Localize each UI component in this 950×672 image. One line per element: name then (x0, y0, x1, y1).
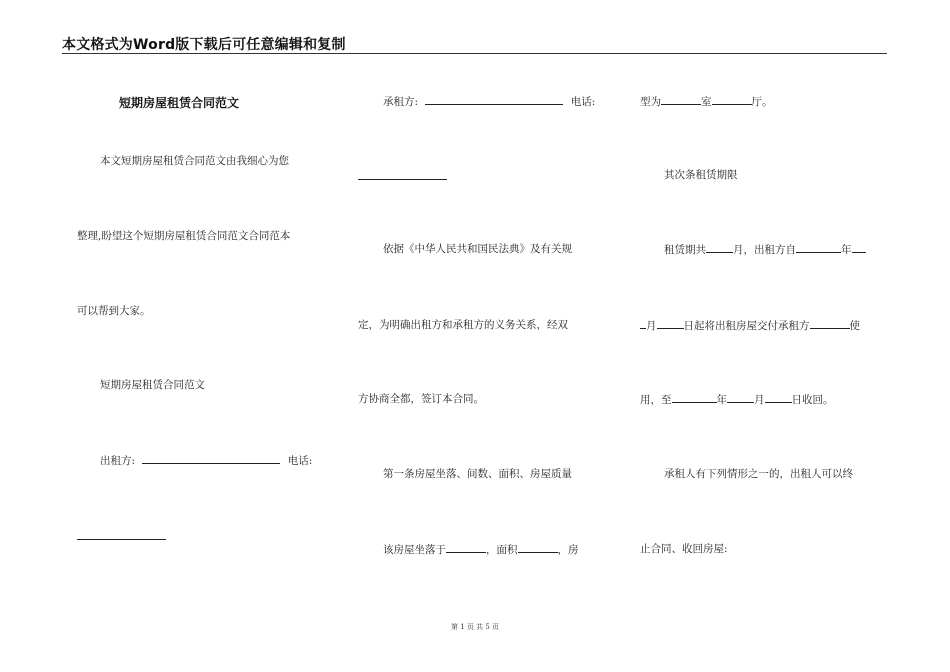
termination-line: 承租人有下列情形之一的，出租人可以终 (664, 468, 853, 480)
area-blank (518, 542, 558, 553)
use-label: 使 (849, 320, 860, 332)
col1-subtitle: 短期房屋租赁合同范文 (100, 379, 205, 391)
lease-term-label: 租赁期共 (664, 244, 706, 256)
lessor-phone-blank (77, 539, 166, 540)
col1-paragraph-line: 本文短期房屋租赁合同范文由我细心为您 (100, 155, 289, 167)
lessor-name-blank (142, 453, 280, 464)
lessee-name-blank (425, 94, 563, 105)
location-label: 该房屋坐落于 (383, 544, 446, 556)
location-line (383, 542, 579, 557)
lease-term-line (664, 242, 866, 257)
house-type-prefix: 型为 (640, 96, 661, 108)
clause-1-heading: 第一条房屋坐落、间数、面积、房屋质量 (383, 468, 572, 480)
col2-paragraph-line: 依据《中华人民共和国民法典》及有关规 (383, 243, 572, 255)
lessee-line (383, 94, 595, 109)
end-date-line (640, 392, 834, 407)
delivery-label: 日起将出租房屋交付承租方 (683, 320, 810, 332)
end-date-label: 用，至 (640, 394, 672, 406)
year-label: 年 (841, 244, 852, 256)
end-month-label: 月 (754, 394, 765, 406)
lessor-label: 出租方: (100, 455, 136, 467)
header-divider (62, 53, 887, 54)
months-blank (706, 242, 733, 253)
delivery-line (640, 318, 860, 333)
start-year-blank (796, 242, 841, 253)
header-title: 本文格式为Word版下载后可任意编辑和复制 (62, 37, 346, 53)
rooms-label: 室 (701, 96, 712, 108)
end-day-blank (765, 392, 792, 403)
lessee-label: 承租方: (383, 96, 419, 108)
rooms-blank (661, 94, 701, 105)
col2-paragraph-line: 方协商全都，签订本合同。 (358, 393, 484, 405)
document-title: 短期房屋租赁合同范文 (119, 96, 240, 110)
col1-paragraph-line: 可以帮到大家。 (77, 305, 151, 317)
end-month-blank (727, 392, 754, 403)
halls-label: 厅。 (751, 96, 773, 108)
lessor-line (100, 453, 312, 468)
lessee-phone-blank (358, 179, 447, 180)
use-blank (810, 318, 850, 329)
start-label: 月，出租方自 (733, 244, 796, 256)
area-label: ，面积 (486, 544, 518, 556)
halls-blank (712, 94, 752, 105)
house-type-line (640, 94, 773, 109)
col1-paragraph-line: 整理,盼望这个短期房屋租赁合同范文合同范本 (77, 230, 291, 242)
col2-paragraph-line: 定，为明确出租方和承租方的义务关系，经双 (358, 319, 568, 331)
start-month-blank-part (852, 242, 866, 253)
end-year-blank (672, 392, 717, 403)
location-blank (446, 542, 486, 553)
month-label: 月 (646, 320, 657, 332)
end-year-label: 年 (716, 394, 727, 406)
start-day-blank (657, 318, 684, 329)
house-type-label: ，房 (557, 544, 579, 556)
clause-2-heading: 其次条租赁期限 (664, 169, 738, 181)
lessor-phone-label: 电话: (287, 455, 313, 467)
end-day-label: 日收回。 (791, 394, 834, 406)
termination-line: 止合同、收回房屋: (640, 543, 728, 555)
page-number: 第 1 页 共 5 页 (450, 623, 500, 631)
lessee-phone-label: 电话: (570, 96, 596, 108)
